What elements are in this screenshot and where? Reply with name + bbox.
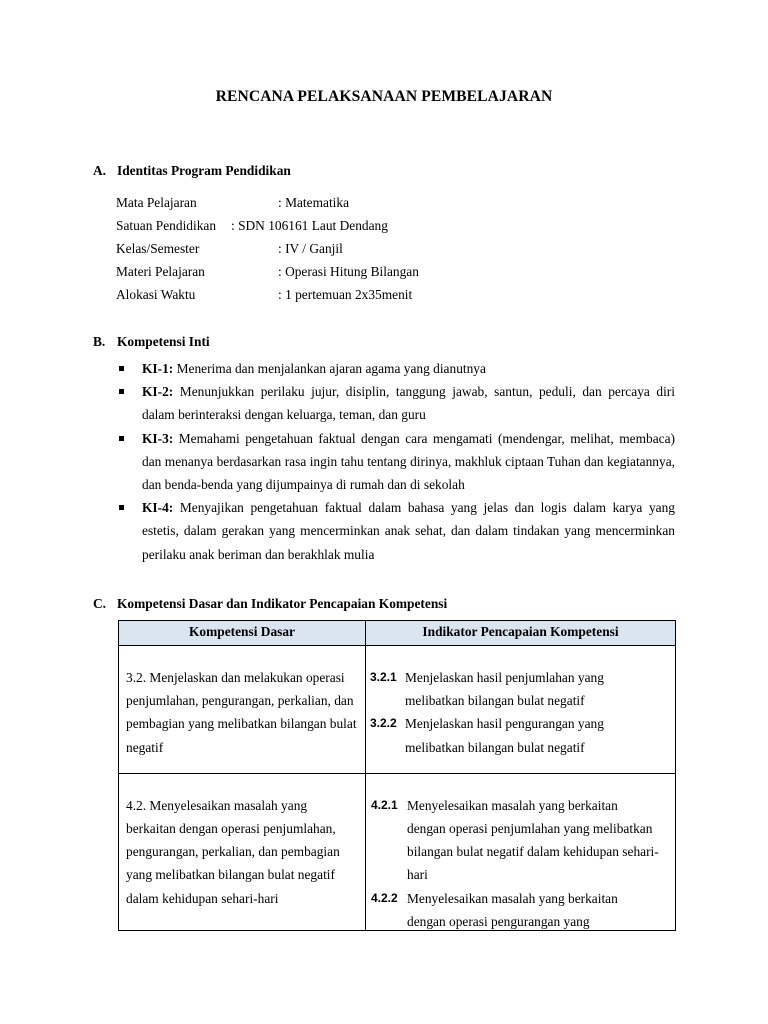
ki-text: Menyajikan pengetahuan faktual dalam bahasa yang jelas dan logis dalam karya yang estetis, dalam gerakan yang mencerminkan anak sehat, dan dalam tindakan yang mencerminkan perilaku anak beriman dan berakhlak mulia: [142, 500, 675, 562]
section-c-heading: [93, 596, 447, 612]
column-header: Kompetensi Dasar: [119, 621, 366, 646]
ki-text: Memahami pengetahuan faktual dengan cara mengamati (mendengar, melihat, membaca) dan menanya berdasarkan rasa ingin tahu tentang dirinya, makhluk ciptaan Tuhan dan kegiatannya, dan benda-benda yang dijumpainya di rumah dan di sekolah: [142, 430, 675, 493]
column-header: Indikator Pencapaian Kompetensi: [366, 621, 676, 646]
identity-label: Mata Pelajaran: [116, 195, 197, 210]
indicator-line: Menyelesaikan masalah yang berkaitan: [407, 797, 618, 813]
section-b-heading: [93, 334, 210, 350]
section-a-letter: A.: [93, 163, 107, 178]
identity-value: : IV / Ganjil: [278, 241, 343, 256]
indicator-code: 4.2.2: [371, 890, 398, 905]
square-bullet-icon: [119, 366, 124, 371]
ki-text: Menunjukkan perilaku jujur, disiplin, tanggung jawab, santun, peduli, dan percaya diri dalam berinteraksi dengan keluarga, teman, dan guru: [142, 384, 675, 423]
table-cell: [119, 646, 366, 774]
section-c-letter: C.: [93, 596, 107, 611]
indicator-text: [370, 712, 671, 758]
indicator-continuation: melibatkan bilangan bulat negatif: [405, 693, 585, 709]
ki-code: KI-2:: [142, 384, 174, 400]
table-cell: [119, 773, 366, 930]
identity-value: : Operasi Hitung Bilangan: [278, 264, 419, 279]
basic-competency-text: 3.2. Menjelaskan dan melakukan operasi penjumlahan, pengurangan, perkalian, dan pembagian yang melibatkan bilangan bulat negatif: [126, 670, 357, 755]
section-a-heading: [93, 163, 291, 179]
table-header-row: [119, 621, 676, 646]
indicator-list: [366, 646, 675, 773]
indicator-code: 4.2.1: [371, 797, 398, 812]
indicator-line: Menjelaskan hasil penjumlahan yang: [405, 670, 604, 685]
table-cell: [366, 646, 676, 774]
section-b-title: Kompetensi Inti: [117, 334, 210, 349]
table-cell: [366, 773, 676, 930]
section-a-title: Identitas Program Pendidikan: [117, 163, 291, 178]
indicator-list: [366, 774, 675, 930]
identity-label: Materi Pelajaran: [116, 264, 205, 279]
table-row: [119, 646, 676, 774]
section-b-letter: B.: [93, 334, 106, 349]
indicator-text: [371, 794, 671, 887]
indicator-line: Menjelaskan hasil pengurangan yang: [405, 716, 604, 732]
square-bullet-icon: [119, 436, 124, 441]
list-item: [118, 380, 675, 426]
indicator-text: [370, 666, 671, 712]
ki-code: KI-4:: [142, 500, 174, 516]
indicator-continuation: dengan operasi pengurangan yang: [407, 913, 590, 929]
indicator-code: 3.2.2: [370, 716, 397, 731]
indicator-line: Menyelesaikan masalah yang berkaitan: [407, 890, 618, 906]
list-item: [118, 427, 675, 497]
square-bullet-icon: [119, 389, 124, 394]
list-item: [118, 357, 675, 380]
ki-text: Menerima dan menjalankan ajaran agama yang dianutnya: [176, 361, 486, 376]
identity-label: Satuan Pendidikan: [116, 218, 217, 233]
identity-label: Kelas/Semester: [116, 241, 200, 256]
basic-competency-text: 4.2. Menyelesaikan masalah yang berkaitan dengan operasi penjumlahan, pengurangan, perkalian, dan pembagian yang melibatkan bilangan bulat negatif dalam kehidupan sehari-hari: [126, 797, 340, 906]
identity-label: Alokasi Waktu: [116, 287, 196, 302]
ki-code: KI-1:: [142, 361, 174, 376]
section-c-title: Kompetensi Dasar dan Indikator Pencapaian Kompetensi: [117, 596, 448, 611]
identity-value: : SDN 106161 Laut Dendang: [231, 218, 388, 233]
identity-value: : Matematika: [278, 195, 350, 210]
competency-table: [118, 620, 676, 931]
indicator-item: [370, 666, 671, 712]
identity-value: : 1 pertemuan 2x35menit: [278, 287, 413, 302]
indicator-code: 3.2.1: [370, 670, 397, 684]
ki-code: KI-3:: [142, 430, 174, 446]
indicator-text: [371, 887, 671, 930]
table-row: [119, 773, 676, 930]
square-bullet-icon: [119, 505, 124, 510]
indicator-item: [371, 794, 671, 887]
indicator-item: [371, 887, 671, 930]
list-item: [118, 496, 675, 566]
core-competency-list: [118, 357, 675, 566]
indicator-item: [370, 712, 671, 758]
page-title: RENCANA PELAKSANAAN PEMBELAJARAN: [215, 88, 553, 105]
indicator-continuation: melibatkan bilangan bulat negatif: [405, 739, 585, 755]
indicator-continuation: dengan operasi penjumlahan yang melibatkan bilangan bulat negatif dalam kehidupan sehari-hari: [407, 821, 659, 883]
